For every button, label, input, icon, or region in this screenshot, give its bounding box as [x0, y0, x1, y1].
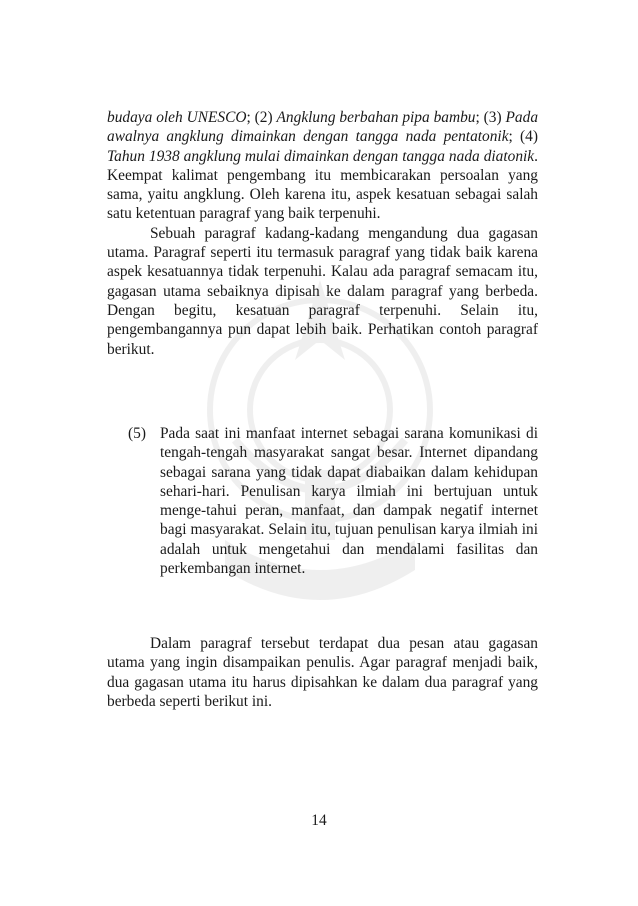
text-segment: ; (3): [475, 109, 506, 126]
text-segment: Sebuah paragraf kadang-kadang mengandung dua gagasan utama. Paragraf seperti itu termasuk paragraf yang tidak baik karena aspek kesatuannya tidak terpenuhi. Kalau ada paragraf semacam itu, gagasan utama sebaiknya dipisah ke dalam paragraf yang berbeda. Dengan begitu, kesatuan paragraf terpenuhi. Selain itu, pengembangannya pun dapat lebih baik. Perhatikan contoh paragraf berikut.: [107, 224, 538, 358]
example-item: [128, 424, 538, 578]
text-segment: ; (2): [246, 109, 277, 126]
example-text: Pada saat ini manfaat internet sebagai sarana komunikasi di tengah-tengah masyarakat sangat besar. Internet dipandang sebagai sarana yang tidak dapat diabaikan dalam kehidupan sehari-hari. Penulisan karya ilmiah ini bertujuan untuk menge-tahui peran, manfaat, dan dampak negatif internet bagi masyarakat. Selain itu, tujuan penulisan karya ilmiah ini adalah untuk mengetahui dan mendalami fasilitas dan perkembangan internet.: [160, 425, 538, 578]
page-number: 14: [311, 812, 327, 829]
italic-segment: Pada awalnya angklung dimainkan dengan tangga nada pentatonik: [107, 109, 539, 146]
italic-segment: budaya oleh UNESCO: [107, 109, 247, 126]
example-list: [128, 424, 538, 578]
text-segment: ; (4): [508, 128, 538, 146]
italic-segment: Tahun 1938 angklung mulai dimainkan dengan tangga nada diatonik: [107, 147, 535, 165]
paragraph-continuation: [107, 108, 538, 224]
closing-paragraph: Dalam paragraf tersebut terdapat dua pesan atau gagasan utama yang ingin disampaikan penulis. Agar paragraf menjadi baik, dua gagasan utama itu harus dipisahkan ke dalam dua paragraf yang berbeda seperti berikut ini.: [107, 635, 538, 710]
text-segment: . Keempat kalimat pengembang itu membicarakan persoalan yang sama, yaitu angklung. Oleh karena itu, aspek kesatuan sebagai salah satu ketentuan paragraf yang baik terpenuhi.: [107, 147, 538, 223]
paragraph-two-ideas: [107, 224, 538, 359]
body-text-bottom: [107, 634, 538, 711]
body-text-top: [107, 108, 538, 359]
italic-segment: Angklung berbahan pipa bambu: [276, 109, 476, 126]
example-number: (5): [128, 425, 146, 442]
